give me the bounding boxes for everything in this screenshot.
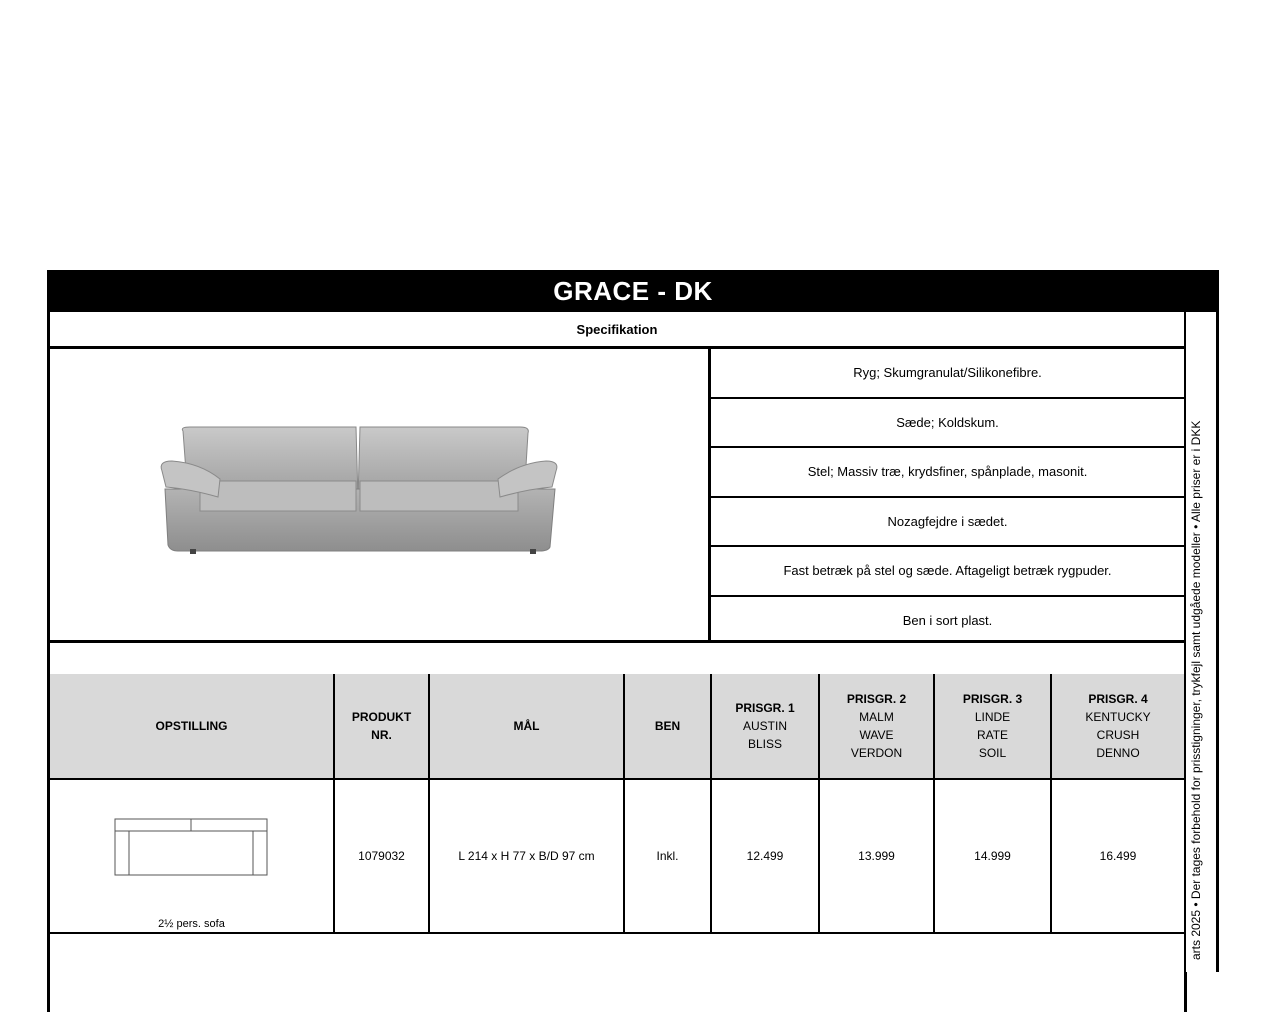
- spacer-row: [50, 643, 1184, 677]
- spec-heading: Specifikation: [50, 312, 1184, 349]
- opstilling-cell: [50, 779, 334, 933]
- col-header-produkt: PRODUKT NR.: [334, 674, 429, 779]
- price-sheet: [47, 270, 1219, 970]
- side-disclaimer: arts 2025 • Der tages forbehold for prisstigninger, trykfejl samt udgåede modeller • Alle priser er i DKK: [1189, 420, 1203, 960]
- spec-item: Fast betræk på stel og sæde. Aftageligt betræk rygpuder.: [711, 547, 1184, 597]
- col-header-prisgr-1: PRISGR. 1 AUSTIN BLISS: [711, 674, 819, 779]
- opstilling-label: 2½ pers. sofa: [158, 918, 225, 930]
- spec-item: Ryg; Skumgranulat/Silikonefibre.: [711, 349, 1184, 399]
- product-image-cell: [50, 349, 711, 643]
- pris4-cell: 16.499: [1051, 779, 1184, 933]
- spec-list: [711, 349, 1184, 643]
- produkt-nr-cell: 1079032: [334, 779, 429, 933]
- col-header-prisgr-4: PRISGR. 4 KENTUCKY CRUSH DENNO: [1051, 674, 1184, 779]
- spec-item: Stel; Massiv træ, krydsfiner, spånplade, masonit.: [711, 448, 1184, 498]
- sofa-image: [50, 349, 708, 640]
- pris3-cell: 14.999: [934, 779, 1051, 933]
- sheet-frame: [47, 312, 1187, 1012]
- spec-item: Sæde; Koldskum.: [711, 399, 1184, 449]
- col-header-maal: MÅL: [429, 674, 624, 779]
- spec-item: Nozagfejdre i sædet.: [711, 498, 1184, 548]
- table-header-row: [50, 674, 1184, 779]
- sofa-outline-icon: [112, 815, 272, 879]
- ben-cell: Inkl.: [624, 779, 711, 933]
- table-row: [50, 779, 1184, 933]
- page-title: GRACE - DK: [47, 270, 1219, 312]
- col-header-prisgr-2: PRISGR. 2 MALM WAVE VERDON: [819, 674, 934, 779]
- col-header-opstilling: OPSTILLING: [50, 674, 334, 779]
- pris2-cell: 13.999: [819, 779, 934, 933]
- col-header-ben: BEN: [624, 674, 711, 779]
- col-header-prisgr-3: PRISGR. 3 LINDE RATE SOIL: [934, 674, 1051, 779]
- price-table: [50, 674, 1184, 934]
- spec-item: Ben i sort plast.: [902, 612, 993, 628]
- maal-cell: L 214 x H 77 x B/D 97 cm: [429, 779, 624, 933]
- pris1-cell: 12.499: [711, 779, 819, 933]
